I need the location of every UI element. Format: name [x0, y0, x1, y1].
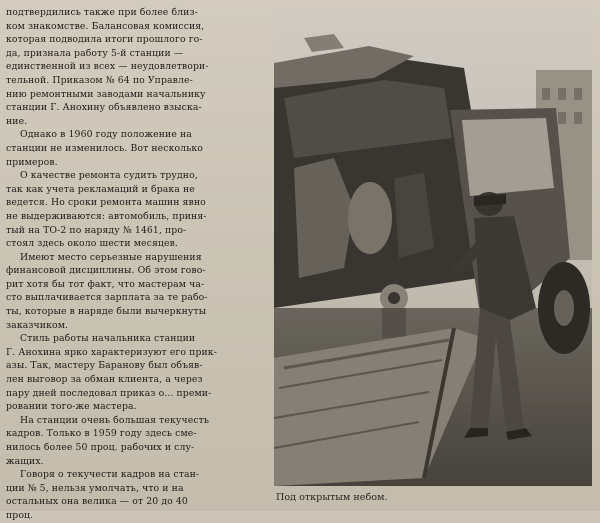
text-line: стоял здесь около шести месяцев. — [6, 238, 178, 250]
text-line: нилось более 50 проц. рабочих и слу- — [6, 442, 195, 453]
text-line: подтвердились также при более близ- — [6, 7, 198, 18]
paragraph-3 — [6, 169, 268, 251]
text-line: примеров. — [6, 156, 58, 168]
text-line: остальных она велика — от 20 до 40 — [6, 496, 188, 508]
text-line: нию ремонтными заводами начальнику — [6, 88, 206, 100]
text-line: На станции очень большая текучесть — [20, 414, 210, 426]
text-line: О качестве ремонта судить трудно, — [20, 170, 198, 182]
text-line: ровании того-же мастера. — [6, 401, 137, 413]
text-line: пару дней последовал приказ о... преми- — [6, 387, 212, 399]
text-line: ции № 5, нельзя умолчать, что и на — [6, 482, 184, 494]
paragraph-7 — [6, 468, 268, 522]
text-line: так как учета рекламаций и брака не — [6, 183, 195, 195]
paragraph-5 — [6, 332, 268, 414]
text-line: Стиль работы начальника станции — [20, 333, 196, 345]
text-line: азы. Так, мастеру Баранову был объяв- — [6, 360, 203, 372]
text-line: тельной. Приказом № 64 по Управле- — [6, 74, 193, 86]
text-line: ведется. Но сроки ремонта машин явно — [6, 197, 206, 209]
text-line: станции не изменилось. Вот несколько — [6, 142, 203, 154]
text-line: сто выплачивается зарплата за те рабо- — [6, 292, 208, 304]
paragraph-4 — [6, 251, 268, 333]
text-line: не выдерживаются: автомобиль, приня- — [6, 210, 207, 222]
text-line: которая подводила итоги прошлого го- — [6, 34, 203, 46]
paragraph-1 — [6, 6, 268, 128]
text-line: да, признала работу 5-й станции — — [6, 47, 184, 59]
text-line: Имеют место серьезные нарушения — [20, 251, 202, 263]
paragraph-2 — [6, 128, 268, 169]
text-line: ты, которые в наряде были вычеркнуты — [6, 306, 207, 318]
text-line: Г. Анохина ярко характеризуют его прик- — [6, 346, 217, 358]
text-line: ком знакомстве. Балансовая комиссия, — [6, 20, 205, 32]
garage-photo — [274, 8, 592, 486]
text-line: проц. — [6, 509, 34, 521]
text-line: Говоря о текучести кадров на стан- — [20, 469, 200, 481]
article-column — [6, 6, 268, 521]
text-line: лен выговор за обман клиента, а через — [6, 374, 203, 386]
text-line: ние. — [6, 115, 28, 127]
text-line: кадров. Только в 1959 году здесь сме- — [6, 428, 197, 440]
text-line: единственной из всех — неудовлетвори- — [6, 61, 209, 73]
text-line: заказчиком. — [6, 319, 69, 331]
photo-caption: Под открытым небом. — [276, 492, 388, 503]
paragraph-6 — [6, 414, 268, 468]
text-line: Однако в 1960 году положение на — [20, 129, 192, 141]
text-line: станции Г. Анохину объявлено взыска- — [6, 102, 202, 114]
text-line: финансовой дисциплины. Об этом гово- — [6, 265, 206, 277]
text-line: тый на ТО-2 по наряду № 1461, про- — [6, 224, 187, 236]
text-line: жащих. — [6, 455, 44, 467]
text-line: рит хотя бы тот факт, что мастерам ча- — [6, 278, 205, 290]
